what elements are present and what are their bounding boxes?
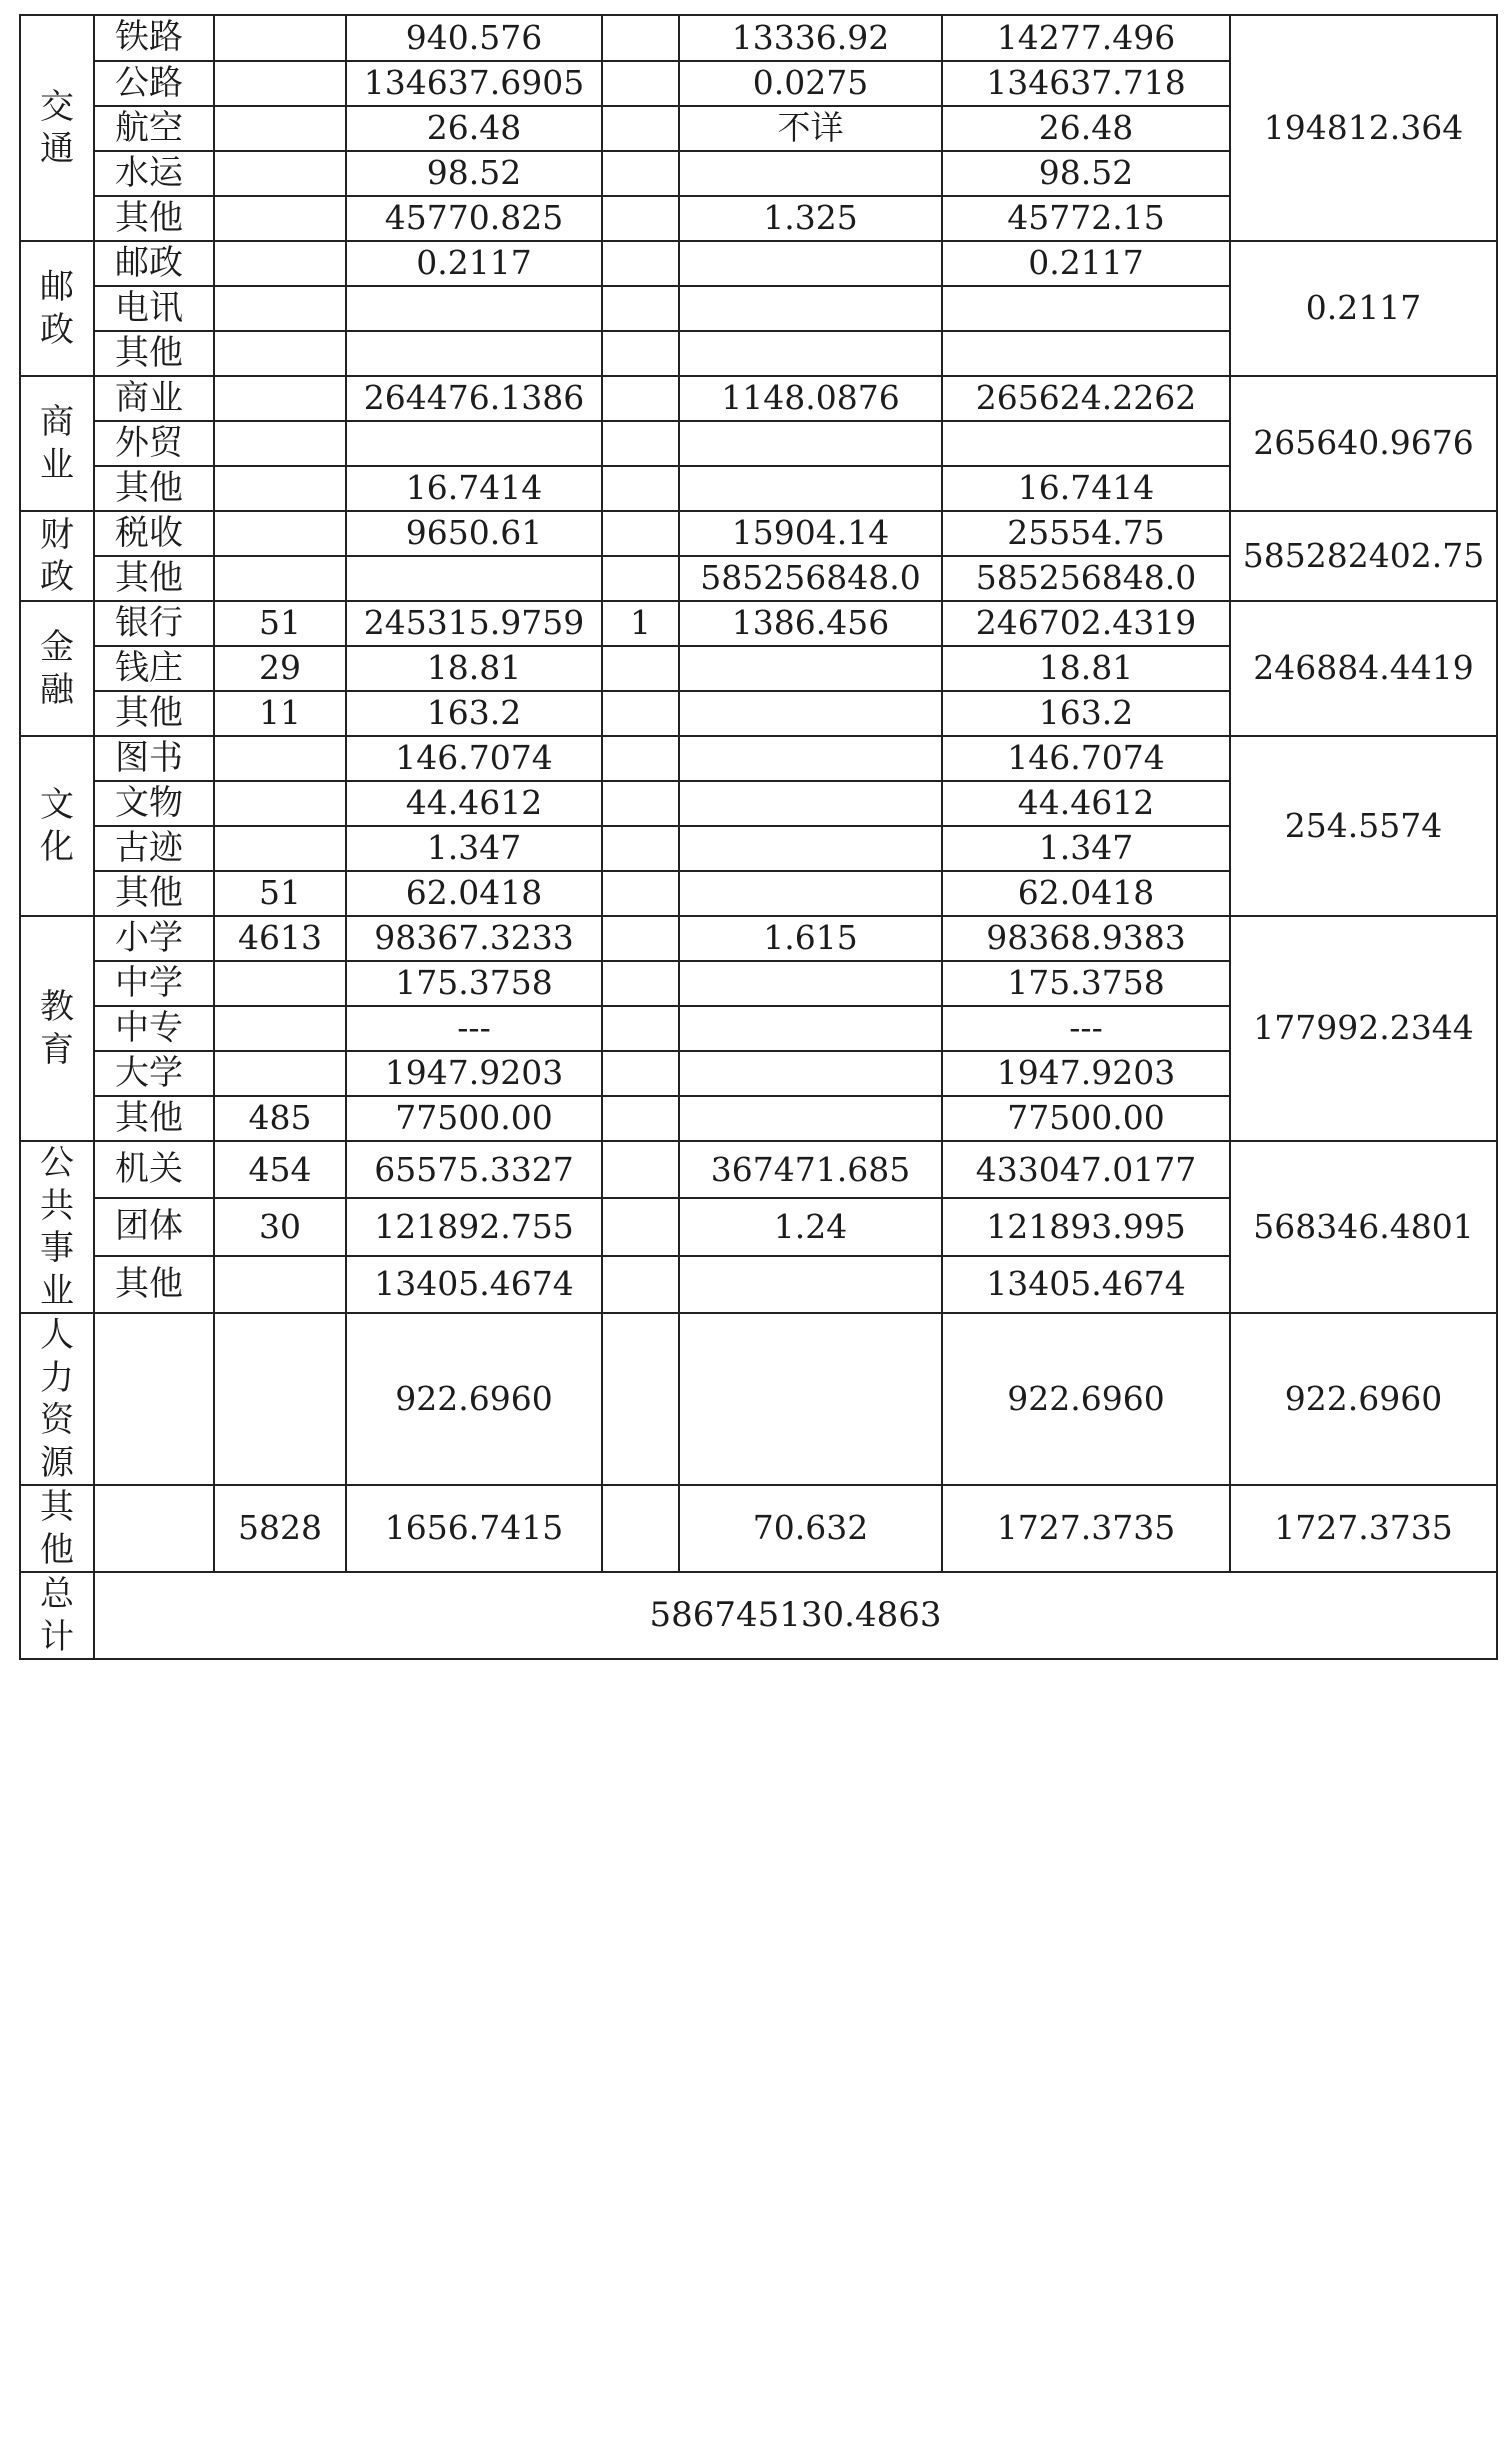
value-cell — [679, 1096, 942, 1141]
subtotal-cell: 25554.75 — [942, 511, 1230, 556]
count-cell — [602, 736, 679, 781]
value-cell — [679, 241, 942, 286]
value-cell: 1947.9203 — [346, 1051, 602, 1096]
subtotal-cell: 98.52 — [942, 151, 1230, 196]
table-row — [20, 601, 1497, 646]
value-cell: 18.81 — [346, 646, 602, 691]
count-cell: 4613 — [214, 916, 346, 961]
group-total-cell: 246884.4419 — [1230, 601, 1497, 736]
value-cell: 65575.3327 — [346, 1141, 602, 1198]
count-cell — [214, 61, 346, 106]
subtotal-cell: 175.3758 — [942, 961, 1230, 1006]
grand-total-row — [20, 1572, 1497, 1659]
count-cell — [214, 511, 346, 556]
count-cell — [602, 331, 679, 376]
count-cell — [214, 151, 346, 196]
subtotal-cell: 1727.3735 — [942, 1485, 1230, 1572]
category-cell-label: 教育 — [40, 987, 74, 1070]
count-cell: 51 — [214, 601, 346, 646]
value-cell: 44.4612 — [346, 781, 602, 826]
subtotal-cell: 1947.9203 — [942, 1051, 1230, 1096]
subcategory-cell: 外贸 — [94, 421, 214, 466]
value-cell — [679, 331, 942, 376]
category-cell — [20, 916, 94, 1141]
category-cell-label: 公共事业 — [40, 1143, 74, 1311]
count-cell — [602, 646, 679, 691]
count-cell — [214, 106, 346, 151]
group-total-cell: 194812.364 — [1230, 15, 1497, 241]
subtotal-cell: 98368.9383 — [942, 916, 1230, 961]
subtotal-cell: 121893.995 — [942, 1198, 1230, 1255]
count-cell — [214, 736, 346, 781]
subcategory-cell: 大学 — [94, 1051, 214, 1096]
grand-total-label-label: 总计 — [40, 1574, 74, 1657]
subtotal-cell: --- — [942, 1006, 1230, 1051]
value-cell: 不详 — [679, 106, 942, 151]
subcategory-cell: 图书 — [94, 736, 214, 781]
count-cell — [602, 826, 679, 871]
count-cell — [602, 1051, 679, 1096]
value-cell: 1386.456 — [679, 601, 942, 646]
subtotal-cell: 922.6960 — [942, 1313, 1230, 1485]
count-cell: 11 — [214, 691, 346, 736]
value-cell: 245315.9759 — [346, 601, 602, 646]
value-cell — [679, 1051, 942, 1096]
value-cell: 264476.1386 — [346, 376, 602, 421]
subtotal-cell: 16.7414 — [942, 466, 1230, 511]
subcategory-cell: 文物 — [94, 781, 214, 826]
value-cell: 367471.685 — [679, 1141, 942, 1198]
value-cell — [679, 466, 942, 511]
count-cell — [602, 1096, 679, 1141]
category-cell-label: 人力资源 — [40, 1315, 74, 1483]
value-cell — [679, 421, 942, 466]
value-cell — [679, 646, 942, 691]
value-cell: 13405.4674 — [346, 1256, 602, 1313]
value-cell: 26.48 — [346, 106, 602, 151]
value-cell: 1.24 — [679, 1198, 942, 1255]
count-cell — [602, 466, 679, 511]
value-cell: 163.2 — [346, 691, 602, 736]
value-cell — [679, 781, 942, 826]
count-cell — [214, 196, 346, 241]
count-cell — [214, 286, 346, 331]
category-cell-label: 交通 — [40, 86, 74, 169]
subtotal-cell: 77500.00 — [942, 1096, 1230, 1141]
count-cell: 30 — [214, 1198, 346, 1255]
subtotal-cell: 62.0418 — [942, 871, 1230, 916]
count-cell: 485 — [214, 1096, 346, 1141]
subtotal-cell: 433047.0177 — [942, 1141, 1230, 1198]
value-cell: 134637.6905 — [346, 61, 602, 106]
subcategory-cell: 中学 — [94, 961, 214, 1006]
count-cell — [214, 781, 346, 826]
category-cell — [20, 241, 94, 376]
value-cell: 16.7414 — [346, 466, 602, 511]
value-cell — [679, 151, 942, 196]
group-total-cell: 265640.9676 — [1230, 376, 1497, 511]
count-cell — [214, 421, 346, 466]
value-cell — [346, 331, 602, 376]
subcategory-cell: 银行 — [94, 601, 214, 646]
table-row — [20, 1141, 1497, 1198]
count-cell — [214, 826, 346, 871]
value-cell: 1.347 — [346, 826, 602, 871]
count-cell — [602, 1485, 679, 1572]
category-cell-label: 文化 — [40, 784, 74, 867]
count-cell — [602, 916, 679, 961]
subtotal-cell: 13405.4674 — [942, 1256, 1230, 1313]
category-cell — [20, 1141, 94, 1313]
count-cell — [602, 421, 679, 466]
value-cell: 1.615 — [679, 916, 942, 961]
value-cell: 922.6960 — [346, 1313, 602, 1485]
subcategory-cell: 小学 — [94, 916, 214, 961]
value-cell: --- — [346, 1006, 602, 1051]
subtotal-cell: 1.347 — [942, 826, 1230, 871]
subtotal-cell: 585256848.0 — [942, 556, 1230, 601]
count-cell — [602, 556, 679, 601]
table-row — [20, 241, 1497, 286]
value-cell: 13336.92 — [679, 15, 942, 61]
count-cell — [602, 511, 679, 556]
subcategory-cell: 中专 — [94, 1006, 214, 1051]
grand-total-value: 586745130.4863 — [94, 1572, 1497, 1659]
category-cell — [20, 736, 94, 916]
grand-total-label — [20, 1572, 94, 1659]
count-cell — [602, 1256, 679, 1313]
count-cell — [214, 1313, 346, 1485]
value-cell: 1656.7415 — [346, 1485, 602, 1572]
subtotal-cell — [942, 331, 1230, 376]
subtotal-cell: 163.2 — [942, 691, 1230, 736]
subtotal-cell: 146.7074 — [942, 736, 1230, 781]
group-total-cell: 922.6960 — [1230, 1313, 1497, 1485]
count-cell — [602, 1006, 679, 1051]
subcategory-cell: 其他 — [94, 466, 214, 511]
category-cell — [20, 376, 94, 511]
subcategory-cell: 钱庄 — [94, 646, 214, 691]
count-cell: 51 — [214, 871, 346, 916]
count-cell: 454 — [214, 1141, 346, 1198]
count-cell — [602, 1198, 679, 1255]
count-cell — [602, 871, 679, 916]
subcategory-cell: 商业 — [94, 376, 214, 421]
value-cell: 62.0418 — [346, 871, 602, 916]
table-row — [20, 916, 1497, 961]
value-cell: 98.52 — [346, 151, 602, 196]
subcategory-cell: 公路 — [94, 61, 214, 106]
table-row — [20, 736, 1497, 781]
count-cell — [602, 286, 679, 331]
table-row — [20, 511, 1497, 556]
category-cell-label: 财政 — [40, 514, 74, 597]
subcategory-cell: 邮政 — [94, 241, 214, 286]
table-row — [20, 1313, 1497, 1485]
value-cell: 121892.755 — [346, 1198, 602, 1255]
group-total-cell: 177992.2344 — [1230, 916, 1497, 1141]
count-cell: 5828 — [214, 1485, 346, 1572]
count-cell: 29 — [214, 646, 346, 691]
value-cell: 146.7074 — [346, 736, 602, 781]
subcategory-cell — [94, 1313, 214, 1485]
count-cell — [214, 241, 346, 286]
group-total-cell: 254.5574 — [1230, 736, 1497, 916]
category-cell-label: 金融 — [40, 627, 74, 710]
category-cell — [20, 1313, 94, 1485]
count-cell: 1 — [602, 601, 679, 646]
value-cell — [679, 1006, 942, 1051]
value-cell: 585256848.0 — [679, 556, 942, 601]
value-cell: 9650.61 — [346, 511, 602, 556]
subcategory-cell: 航空 — [94, 106, 214, 151]
value-cell: 0.0275 — [679, 61, 942, 106]
value-cell — [679, 1313, 942, 1485]
subtotal-cell: 26.48 — [942, 106, 1230, 151]
count-cell — [602, 1141, 679, 1198]
subtotal-cell: 14277.496 — [942, 15, 1230, 61]
table-row — [20, 15, 1497, 61]
table-row — [20, 376, 1497, 421]
count-cell — [602, 15, 679, 61]
value-cell: 940.576 — [346, 15, 602, 61]
value-cell — [679, 691, 942, 736]
count-cell — [602, 961, 679, 1006]
count-cell — [214, 331, 346, 376]
subcategory-cell: 铁路 — [94, 15, 214, 61]
count-cell — [602, 781, 679, 826]
subtotal-cell: 134637.718 — [942, 61, 1230, 106]
subtotal-cell: 265624.2262 — [942, 376, 1230, 421]
count-cell — [602, 61, 679, 106]
count-cell — [214, 1256, 346, 1313]
count-cell — [602, 106, 679, 151]
group-total-cell: 585282402.75 — [1230, 511, 1497, 601]
subcategory-cell: 水运 — [94, 151, 214, 196]
value-cell — [679, 871, 942, 916]
subcategory-cell: 电讯 — [94, 286, 214, 331]
subcategory-cell: 其他 — [94, 1096, 214, 1141]
subtotal-cell: 44.4612 — [942, 781, 1230, 826]
category-cell — [20, 1485, 94, 1572]
group-total-cell: 568346.4801 — [1230, 1141, 1497, 1313]
subcategory-cell — [94, 1485, 214, 1572]
loss-table — [19, 14, 1498, 1660]
count-cell — [214, 556, 346, 601]
category-cell — [20, 511, 94, 601]
subtotal-cell — [942, 421, 1230, 466]
value-cell: 0.2117 — [346, 241, 602, 286]
count-cell — [602, 196, 679, 241]
value-cell — [346, 421, 602, 466]
count-cell — [602, 1313, 679, 1485]
subtotal-cell — [942, 286, 1230, 331]
subtotal-cell: 45772.15 — [942, 196, 1230, 241]
subtotal-cell: 0.2117 — [942, 241, 1230, 286]
subcategory-cell: 古迹 — [94, 826, 214, 871]
category-cell-label: 其他 — [40, 1487, 74, 1570]
subtotal-cell: 18.81 — [942, 646, 1230, 691]
value-cell — [679, 286, 942, 331]
group-total-cell: 1727.3735 — [1230, 1485, 1497, 1572]
group-total-cell: 0.2117 — [1230, 241, 1497, 376]
subtotal-cell: 246702.4319 — [942, 601, 1230, 646]
value-cell: 77500.00 — [346, 1096, 602, 1141]
table-body — [20, 15, 1497, 1659]
subcategory-cell: 其他 — [94, 691, 214, 736]
value-cell: 15904.14 — [679, 511, 942, 556]
table-row — [20, 1485, 1497, 1572]
value-cell — [679, 736, 942, 781]
count-cell — [602, 691, 679, 736]
category-cell-label: 邮政 — [40, 267, 74, 350]
count-cell — [214, 961, 346, 1006]
subcategory-cell: 其他 — [94, 196, 214, 241]
subcategory-cell: 机关 — [94, 1141, 214, 1198]
value-cell — [679, 961, 942, 1006]
count-cell — [214, 1006, 346, 1051]
subcategory-cell: 团体 — [94, 1198, 214, 1255]
subcategory-cell: 其他 — [94, 556, 214, 601]
category-cell-label: 商业 — [40, 402, 74, 485]
subcategory-cell: 其他 — [94, 871, 214, 916]
value-cell: 1.325 — [679, 196, 942, 241]
value-cell — [346, 286, 602, 331]
category-cell — [20, 601, 94, 736]
subcategory-cell: 税收 — [94, 511, 214, 556]
value-cell — [346, 556, 602, 601]
count-cell — [214, 15, 346, 61]
count-cell — [214, 1051, 346, 1096]
count-cell — [602, 151, 679, 196]
count-cell — [602, 376, 679, 421]
count-cell — [214, 376, 346, 421]
value-cell: 45770.825 — [346, 196, 602, 241]
count-cell — [214, 466, 346, 511]
value-cell: 1148.0876 — [679, 376, 942, 421]
value-cell: 98367.3233 — [346, 916, 602, 961]
subcategory-cell: 其他 — [94, 1256, 214, 1313]
value-cell — [679, 1256, 942, 1313]
subcategory-cell: 其他 — [94, 331, 214, 376]
value-cell — [679, 826, 942, 871]
value-cell: 70.632 — [679, 1485, 942, 1572]
count-cell — [602, 241, 679, 286]
category-cell — [20, 15, 94, 241]
value-cell: 175.3758 — [346, 961, 602, 1006]
